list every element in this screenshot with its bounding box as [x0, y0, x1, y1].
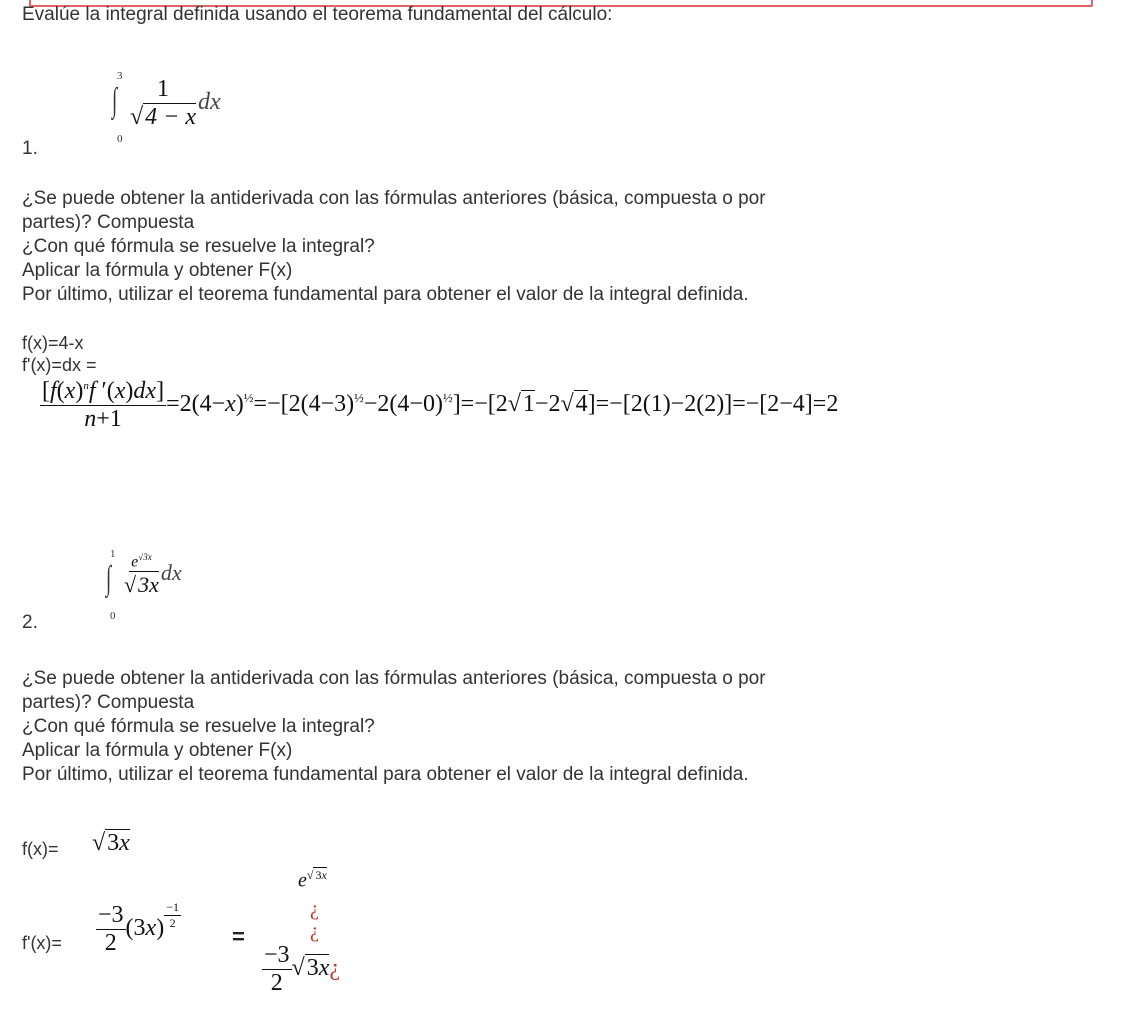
- problem1-question-1a: ¿Se puede obtener la antiderivada con las fórmulas anteriores (básica, compuesta o por: [22, 188, 766, 209]
- problem1-number: 1.: [22, 138, 38, 159]
- problem1-question-4: Por último, utilizar el teorema fundamental para obtener el valor de la integral definida.: [22, 284, 749, 305]
- error-glyph-1: ¿: [310, 898, 319, 920]
- problem2-lower-limit: 0: [110, 610, 116, 622]
- problem1-integrand-numerator: 1: [157, 76, 170, 102]
- problem2-dx: dx: [160, 560, 182, 586]
- problem2-number: 2.: [22, 612, 38, 633]
- problem1-lower-limit: 0: [117, 133, 123, 145]
- problem2-fpx-label: f'(x)=: [22, 933, 62, 953]
- problem1-fx: f(x)=4-x: [22, 333, 84, 353]
- problem2-question-3: Aplicar la fórmula y obtener F(x): [22, 740, 293, 761]
- problem1-question-2: ¿Con qué fórmula se resuelve la integral?: [22, 236, 375, 257]
- problem2-question-2: ¿Con qué fórmula se resuelve la integral?: [22, 716, 375, 737]
- problem1-fpx: f'(x)=dx =: [22, 355, 97, 375]
- problem1-dx: dx: [198, 89, 221, 116]
- problem2-upper-limit: 1: [110, 548, 116, 560]
- problem1-solution-equation: $\frac{[f(x)^nf '(x)dx]}{n+1}$ $=2(4-x)^{\frac{1}{2}}=-[2(4-3)^{\frac{1}{2}}-2(4-0)^{\frac{1}{2}}]=-[2√1-2√4]=-[2(1)-2(2)]=-[2-4]=2$: [42, 378, 839, 432]
- integral-sign-2: ∫: [106, 560, 112, 597]
- error-glyph-2: ¿: [310, 920, 319, 942]
- problem2-question-4: Por último, utilizar el teorema fundamental para obtener el valor de la integral definida.: [22, 764, 749, 785]
- problem2-exp-term: $e^{√ 3x}$: [298, 868, 327, 892]
- problem2-question-1b: partes)? Compuesta: [22, 692, 195, 713]
- problem2-fx-value: √3x: [92, 830, 130, 856]
- intro-text: Evalúe la integral definida usando el teorema fundamental del cálculo:: [22, 4, 613, 25]
- problem2-fpx-value: $\frac{-3}{2}$ (3x) $^{\frac{-1}{2}}$: [98, 899, 179, 956]
- problem2-question-1a: ¿Se puede obtener la antiderivada con las fórmulas anteriores (básica, compuesta o por: [22, 668, 766, 689]
- problem1-question-3: Aplicar la fórmula y obtener F(x): [22, 260, 293, 281]
- problem2-fx-label: f(x)=: [22, 839, 59, 859]
- problem2-denominator-term: $\frac{-3}{2}$ √3x¿: [264, 942, 341, 996]
- integral-sign-1: ∫: [112, 82, 118, 119]
- equals-sign: =: [232, 924, 245, 949]
- problem1-question-1b: partes)? Compuesta: [22, 212, 195, 233]
- problem1-integrand-denominator: 4 − x: [145, 104, 197, 130]
- problem1-upper-limit: 3: [117, 70, 123, 82]
